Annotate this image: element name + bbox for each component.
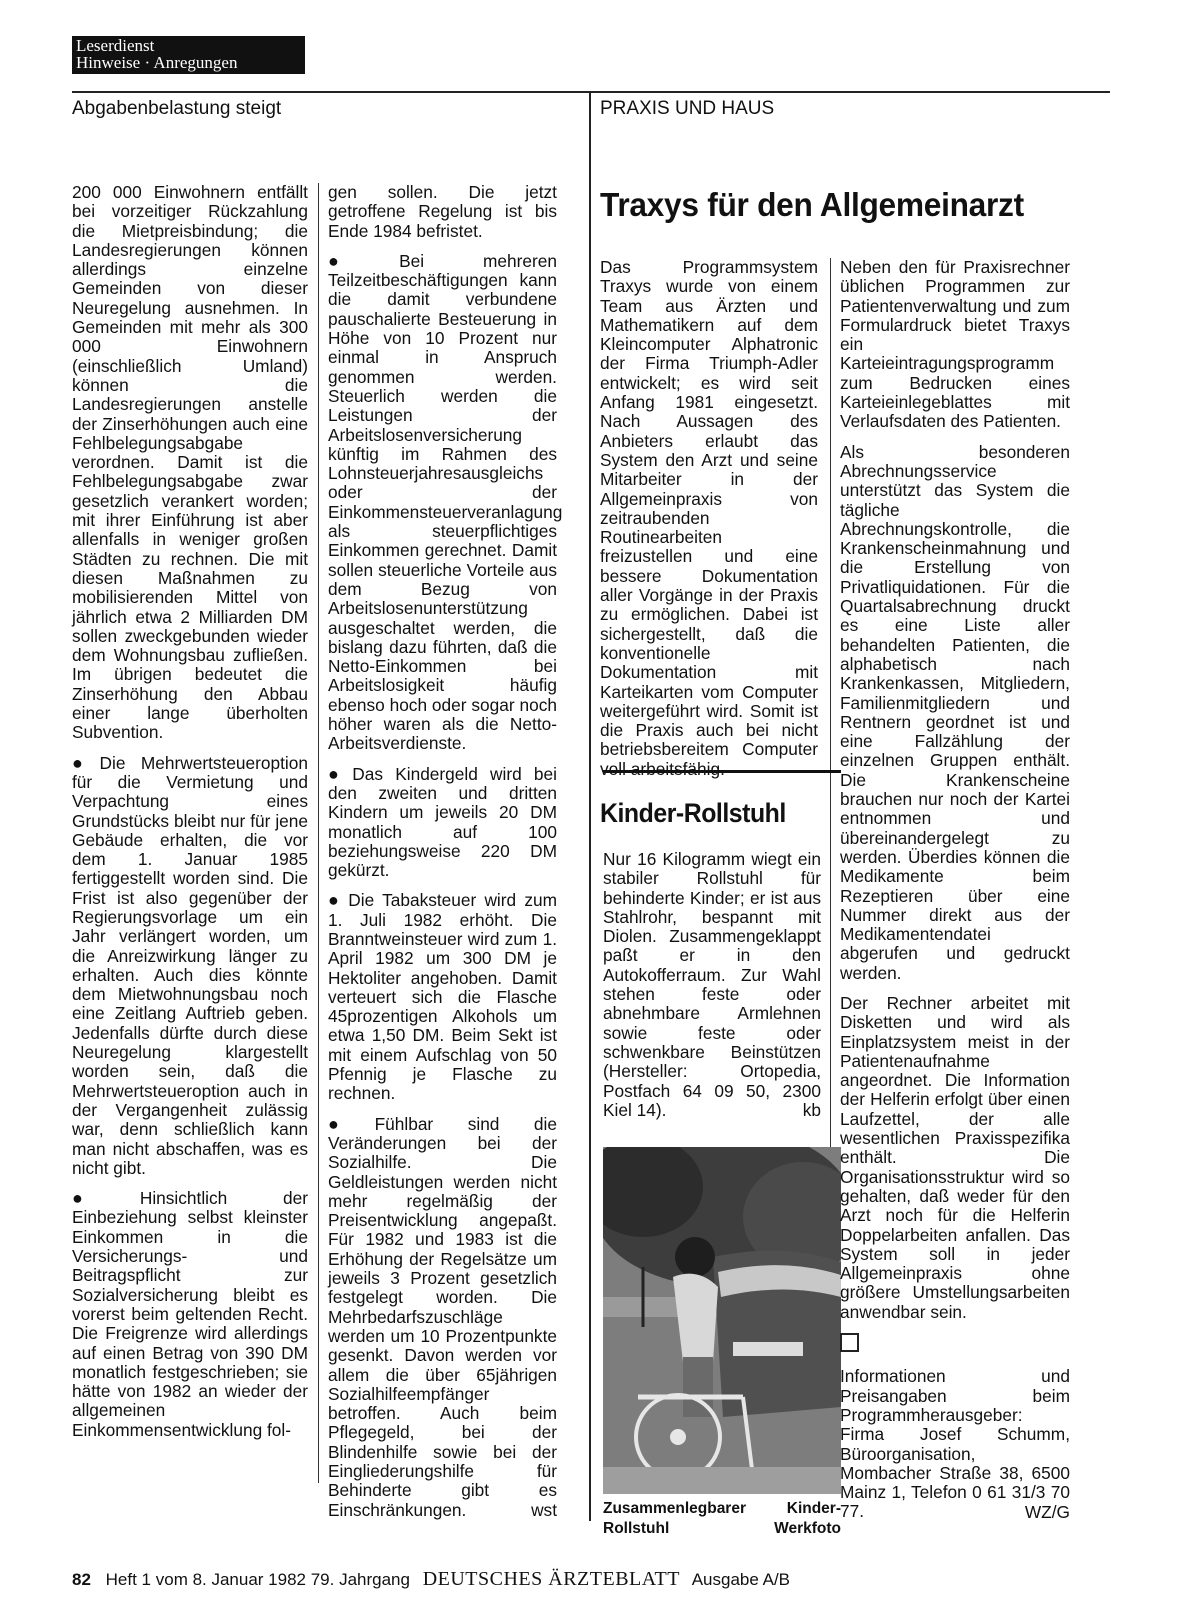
column-4	[840, 258, 1070, 1522]
column-1	[72, 183, 308, 1451]
photo-caption	[603, 1499, 841, 1539]
caption-left-1: Zusammenlegbarer	[603, 1500, 746, 1517]
column-3-top	[600, 258, 818, 790]
headline-kinder-rollstuhl: Kinder-Rollstuhl	[600, 798, 786, 828]
traxys-paragraph-4: Der Rechner arbeitet mit Disketten und wird als Einplatzsystem meist in der Patientenaufnahme angeordnet. Die Information der Helferin erfolgt über einen Laufzettel, der alle wesentlichen Praxisspezifika enthält. Die Organisationsstruktur wird so gehalten, daß weder für den Arzt noch für die Helferin Doppelarbeiten anfallen. Das System soll in jeder Allgemeinpraxis ohne größere Umstellungsarbeiten anwendbar sein.	[840, 992, 1070, 1322]
kinder-paragraph: Nur 16 Kilogramm wiegt ein stabiler Rollstuhl für behinderte Kinder; er ist aus Stahlrohr, bespannt mit Diolen. Zusammengeklappt paßt er in den Autokofferraum. Zur Wahl stehen feste oder abnehmbare Armlehnen sowie feste oder schwenkbare Beinstützen (Hersteller: Ortopedia, Postfach 64 09 50, 2300 Kiel 14).	[603, 849, 821, 1120]
col1-paragraph-3: ● Hinsichtlich der Einbeziehung selbst kleinster Einkommen in die Versicherungs- und Beitragspflicht zur Sozialversicherung bleibt es vorerst beim geltenden Recht. Die Freigrenze wird allerdings auf einen Betrag von 390 DM monatlich festgeschrieben; sie hätte von 1982 an wieder der allgemeinen Einkommensentwicklung fol-	[72, 1188, 309, 1440]
section-badge	[72, 36, 305, 74]
col1-paragraph-1: 200 000 Einwohnern entfällt bei vorzeitiger Rückzahlung die Mietpreisbindung; die Landesregierungen können allerdings einzelne Gemeinden von dieser Neuregelung ausnehmen. In Gemeinden mit mehr als 300 000 Einwohnern (einschließlich Umland) können die Landesregierungen anstelle der Zinserhöhungen auch eine Fehlbelegungsabgabe verordnen. Damit ist die Fehlbelegungsabgabe zwar gesetzlich verankert worden; mit ihrer Einführung ist aber allenfalls in weniger großen Städten zu rechnen. Die mit diesen Maßnahmen zu mobilisierenden Mittel von jährlich etwa 2 Milliarden DM sollen zweckgebunden wieder dem Wohnungsbau zufließen. Im übrigen bedeutet die Zinserhöhung den Abbau einer lange überholten Subvention.	[72, 182, 308, 743]
end-mark	[840, 1333, 1070, 1356]
bullet-icon: ●	[328, 250, 394, 271]
end-box-icon	[840, 1333, 859, 1352]
headline-traxys: Traxys für den Allgemeinarzt	[600, 186, 1024, 223]
traxys-paragraph-2: Neben den für Praxisrechner üblichen Programmen zur Patientenverwaltung und zum Formulardruck bietet Traxys ein Karteieintragungsprogramm zum Bedrucken eines Karteieinlegeblattes mit Verlaufsdaten des Patienten.	[840, 257, 1070, 432]
section-title-right: PRAXIS UND HAUS	[600, 98, 775, 119]
section-title-left: Abgabenbelastung steigt	[72, 98, 282, 119]
issue-info: Heft 1 vom 8. Januar 1982 79. Jahrgang	[105, 1570, 410, 1589]
kinder-body	[603, 850, 821, 1120]
bullet-icon: ●	[72, 752, 94, 773]
badge-line-2: Hinweise · Anregungen	[76, 53, 238, 72]
column-rule-1	[318, 183, 319, 1483]
col2-paragraph-5: ● Fühlbar sind die Veränderungen bei der Sozialhilfe. Die Geldleistungen werden nicht mehr regelmäßig der Preisentwicklung angepaßt. Für 1982 und 1983 ist die Erhöhung der Regelsätze um jeweils 3 Prozent gesetzlich festgelegt worden. Die Mehrbedarfszuschläge werden um 10 Prozentpunkte gesenkt. Davon werden vor allem die über 65jährigen Sozialhilfeempfänger betroffen. Auch beim Pflegegeld, bei der Blindenhilfe sowie bei der Eingliederungshilfe für Behinderte gibt es Einschränkungen.	[328, 1113, 557, 1520]
journal-name: DEUTSCHES ÄRZTEBLATT	[422, 1568, 680, 1590]
traxys-paragraph-1: Das Programmsystem Traxys wurde von einem Team aus Ärzten und Mathematikern auf dem Kleincomputer Alphatronic der Firma Triumph-Adler entwickelt; es wird seit Anfang 1981 eingesetzt. Nach Aussagen des Anbieters erlaubt das System den Arzt und seine Mitarbeiter in der Allgemeinpraxis von zeitraubenden Routinearbeiten freizustellen und eine bessere Dokumentation aller Vorgänge in der Praxis zu ermöglichen. Dabei ist sichergestellt, daß die konventionelle Dokumentation mit Karteikarten vom Computer weitergeführt wird. Somit ist die Praxis auch bei nicht betriebsbereitem Computer voll arbeitsfähig.	[600, 257, 818, 779]
edition: Ausgabe A/B	[691, 1570, 791, 1589]
kinder-top-rule	[603, 770, 841, 773]
caption-right-1: Kinder-	[786, 1500, 841, 1517]
page-footer	[72, 1568, 790, 1591]
traxys-paragraph-3: Als besonderen Abrechnungsservice unterstützt das System die tägliche Abrechnungskontrolle, die Krankenscheinmahnung und die Erstellung von Privatliquidationen. Für die Quartalsabrechnung druckt es eine Liste aller behandelten Patienten, die alphabetisch nach Krankenkassen, Mitgliedern, Familienmitgliedern und Rentnern geordnet ist und eine Fallzählung der einzelnen Gruppen enthält. Die Krankenscheine brauchen nur noch der Kartei entnommen und übereinandergelegt zu werden. Überdies können die Medikamente beim Rezeptieren über eine Nummer direkt aus der Medikamentendatei abgerufen und gedruckt werden.	[840, 441, 1070, 983]
middle-rule	[589, 91, 591, 1521]
col2-signature: wst	[531, 1499, 557, 1520]
col1-paragraph-2: ● Die Mehrwertsteueroption für die Vermietung und Verpachtung eines Grundstücks bleibt nur für jene Gebäude erhalten, die vor dem 1. Januar 1985 fertiggestellt worden sind. Die Frist ist also gegenüber der Regierungsvorlage um ein Jahr verlängert worden, um die Anreizwirkung länger zu erhalten. Auch dies könnte dem Mietwohnungsbau noch eine Zeitlang Auftrieb geben. Jedenfalls dürfte durch diese Neuregelung klargestellt worden sein, daß die Mehrwertsteueroption auch in der Vergangenheit zulässig war, denn schließlich kann man nicht abschaffen, was es nicht gibt.	[72, 752, 308, 1178]
bullet-icon: ●	[328, 1113, 369, 1134]
kinder-signature: kb	[802, 1100, 821, 1121]
bullet-icon: ●	[328, 763, 347, 784]
bullet-icon: ●	[72, 1188, 134, 1209]
badge-line-1: Leserdienst	[76, 36, 155, 55]
col2-paragraph-1: gen sollen. Die jetzt getroffene Regelung ist bis Ende 1984 befristet.	[328, 182, 557, 241]
wheelchair-photo	[603, 1147, 841, 1494]
col2-paragraph-4: ● Die Tabaksteuer wird zum 1. Juli 1982 erhöht. Die Branntweinsteuer wird zum 1. April 1982 um 300 DM je Hektoliter angehoben. Damit verteuert sich die Flasche 45prozentigen Alkohols um etwa 1,50 DM. Beim Sekt ist mit einem Aufschlag von 50 Pfennig je Flasche zu rechnen.	[328, 890, 557, 1104]
column-2	[328, 182, 563, 1520]
caption-right-2: Werkfoto	[774, 1520, 841, 1537]
top-rule	[72, 91, 1110, 93]
bullet-icon: ●	[328, 890, 343, 911]
col2-paragraph-2: ● Bei mehreren Teilzeitbeschäftigungen kann die damit verbundene pauschalierte Besteuerung in Höhe von 10 Prozent nur einmal in Anspruch genommen werden. Steuerlich werden die Leistungen der Arbeitslosenversicherung künftig im Rahmen des Lohnsteuerjahresausgleichs oder der Einkommensteuerveranlagung als steuerpflichtiges Einkommen gerechnet. Damit sollen steuerliche Vorteile aus dem Bezug von Arbeitslosenunterstützung ausgeschaltet werden, die bislang dazu führten, daß die Netto-Einkommen bei Arbeitslosigkeit häufig ebenso hoch oder sogar noch höher waren als die Netto-Arbeitsverdienste.	[328, 250, 563, 754]
page-number: 82	[72, 1570, 91, 1589]
caption-left-2: Rollstuhl	[603, 1520, 670, 1537]
col2-paragraph-3: ● Das Kindergeld wird bei den zweiten und dritten Kindern um jeweils 20 DM monatlich auf 100 beziehungsweise 220 DM gekürzt.	[328, 763, 557, 881]
traxys-signature: WZ/G	[1024, 1501, 1070, 1522]
traxys-paragraph-5: Informationen und Preisangaben beim Programmherausgeber: Firma Josef Schumm, Büroorganisation, Mombacher Straße 38, 6500 Mainz 1, Telefon 0 61 31/3 70 77.	[840, 1366, 1070, 1522]
